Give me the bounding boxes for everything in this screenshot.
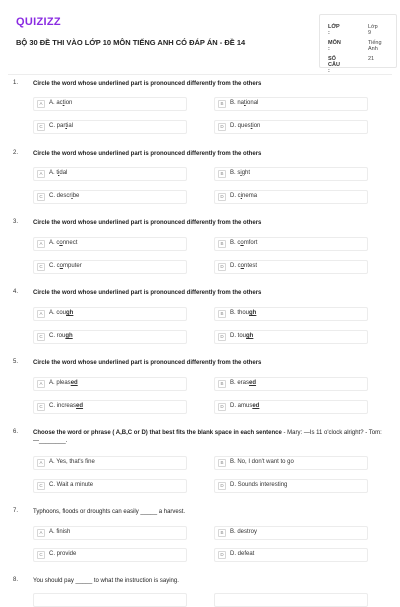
option-c[interactable]: [33, 400, 187, 414]
page-title: BỘ 30 ĐỀ THI VÀO LỚP 10 MÔN TIẾNG ANH CÓ ĐÁP ÁN - ĐỀ 14: [16, 38, 246, 47]
option-text: D. question: [230, 123, 261, 129]
question-number: 8.: [13, 577, 19, 583]
option-letter: D: [218, 193, 226, 201]
meta-label: MÔN :: [328, 40, 341, 52]
option-text: D. amused: [230, 403, 260, 409]
option-text: A. tidal: [49, 170, 68, 176]
meta-value: Lớp 9: [368, 24, 378, 36]
option-letter: A: [37, 100, 45, 108]
option-letter: B: [218, 380, 226, 388]
option-d[interactable]: [214, 190, 368, 204]
option-text: B. sight: [230, 170, 251, 176]
question-text: Circle the word whose underlined part is pronounced differently from the others: [33, 290, 262, 296]
meta-value: Tiếng Anh: [368, 40, 382, 52]
option-letter: D: [218, 263, 226, 271]
meta-label: LỚP :: [328, 24, 340, 36]
option-letter: A: [37, 529, 45, 537]
option-b[interactable]: [214, 456, 368, 470]
option-letter: D: [218, 551, 226, 559]
option-c[interactable]: [33, 190, 187, 204]
option-text: C. partial: [49, 123, 74, 129]
question-text: Choose the word or phrase ( A,B,C or D) that best fits the blank space in each sentence - Mary: —Is 11 o'clock alright? - Tom: —________.: [33, 430, 382, 444]
option-text: B. though: [230, 310, 257, 316]
option-c[interactable]: [33, 479, 187, 493]
quizizz-logo: QUIZIZZ: [16, 16, 61, 28]
option-text: D. tough: [230, 333, 254, 339]
option-a[interactable]: [33, 237, 187, 251]
option-b[interactable]: [214, 526, 368, 540]
option-text: C. rough: [49, 333, 73, 339]
option-text: A. finish: [49, 529, 71, 535]
option-a[interactable]: [33, 456, 187, 470]
option-text: D. contest: [230, 263, 258, 269]
option-text: C. provide: [49, 551, 77, 557]
option-letter: B: [218, 529, 226, 537]
option-text: B. comfort: [230, 240, 258, 246]
option-text: B. national: [230, 100, 259, 106]
option-d[interactable]: [214, 400, 368, 414]
option-text: B. No, I don't want to go: [230, 459, 294, 465]
option-d[interactable]: [214, 330, 368, 344]
option-a[interactable]: [33, 377, 187, 391]
worksheet-header: [8, 8, 392, 74]
option-text: C. Wait a minute: [49, 482, 94, 488]
option-letter: D: [218, 333, 226, 341]
option-letter: A: [37, 310, 45, 318]
question-text: Typhoons, floods or droughts can easily _____ a harvest.: [33, 509, 186, 515]
option-letter: C: [37, 263, 45, 271]
option-text: D. Sounds interesting: [230, 482, 288, 488]
option-text: A. cough: [49, 310, 74, 316]
option-b[interactable]: [214, 377, 368, 391]
option-letter: C: [37, 551, 45, 559]
option-a[interactable]: [33, 526, 187, 540]
option-letter: B: [218, 459, 226, 467]
option-text: D. defeat: [230, 551, 255, 557]
option-text: B. erased: [230, 380, 257, 386]
question-number: 3.: [13, 219, 19, 225]
option-letter: A: [37, 380, 45, 388]
option-letter: A: [37, 170, 45, 178]
option-a[interactable]: [33, 593, 187, 607]
option-a[interactable]: [33, 167, 187, 181]
option-d[interactable]: [214, 120, 368, 134]
option-letter: B: [218, 170, 226, 178]
question-number: 6.: [13, 429, 19, 435]
option-text: D. cinema: [230, 193, 258, 199]
question-text: Circle the word whose underlined part is pronounced differently from the others: [33, 360, 262, 366]
option-b[interactable]: [214, 307, 368, 321]
worksheet-meta-box: [319, 14, 397, 74]
option-letter: C: [37, 193, 45, 201]
option-d[interactable]: [214, 548, 368, 562]
option-b[interactable]: [214, 593, 368, 607]
option-letter: D: [218, 123, 226, 131]
question-text: You should pay _____ to what the instruction is saying.: [33, 578, 179, 584]
option-b[interactable]: [214, 237, 368, 251]
option-letter: D: [218, 403, 226, 411]
question-text: Circle the word whose underlined part is pronounced differently from the others: [33, 151, 262, 157]
option-text: A. Yes, that's fine: [49, 459, 95, 465]
meta-value: 21: [368, 56, 375, 62]
question-text: Circle the word whose underlined part is pronounced differently from the others: [33, 220, 262, 226]
option-letter: C: [37, 403, 45, 411]
option-text: B. destroy: [230, 529, 258, 535]
option-letter: C: [37, 123, 45, 131]
option-letter: C: [37, 482, 45, 490]
option-letter: D: [218, 482, 226, 490]
question-number: 2.: [13, 150, 19, 156]
option-text: C. describe: [49, 193, 80, 199]
question-number: 1.: [13, 80, 19, 86]
option-text: A. connect: [49, 240, 78, 246]
option-c[interactable]: [33, 260, 187, 274]
option-letter: B: [218, 100, 226, 108]
option-letter: A: [37, 459, 45, 467]
question-text: Circle the word whose underlined part is pronounced differently from the others: [33, 81, 262, 87]
option-letter: B: [218, 310, 226, 318]
option-c[interactable]: [33, 548, 187, 562]
option-c[interactable]: [33, 330, 187, 344]
option-letter: C: [37, 333, 45, 341]
meta-label: SỐ CÂU :: [328, 56, 340, 74]
option-letter: B: [218, 240, 226, 248]
option-text: A. pleased: [49, 380, 78, 386]
option-a[interactable]: [33, 97, 187, 111]
header-divider: [8, 74, 392, 75]
option-d[interactable]: [214, 260, 368, 274]
option-a[interactable]: [33, 307, 187, 321]
question-number: 5.: [13, 359, 19, 365]
question-number: 7.: [13, 508, 19, 514]
option-text: C. computer: [49, 263, 82, 269]
option-c[interactable]: [33, 120, 187, 134]
option-d[interactable]: [214, 479, 368, 493]
question-number: 4.: [13, 289, 19, 295]
option-b[interactable]: [214, 97, 368, 111]
option-letter: A: [37, 240, 45, 248]
option-b[interactable]: [214, 167, 368, 181]
option-text: C. increased: [49, 403, 84, 409]
option-text: A. action: [49, 100, 73, 106]
